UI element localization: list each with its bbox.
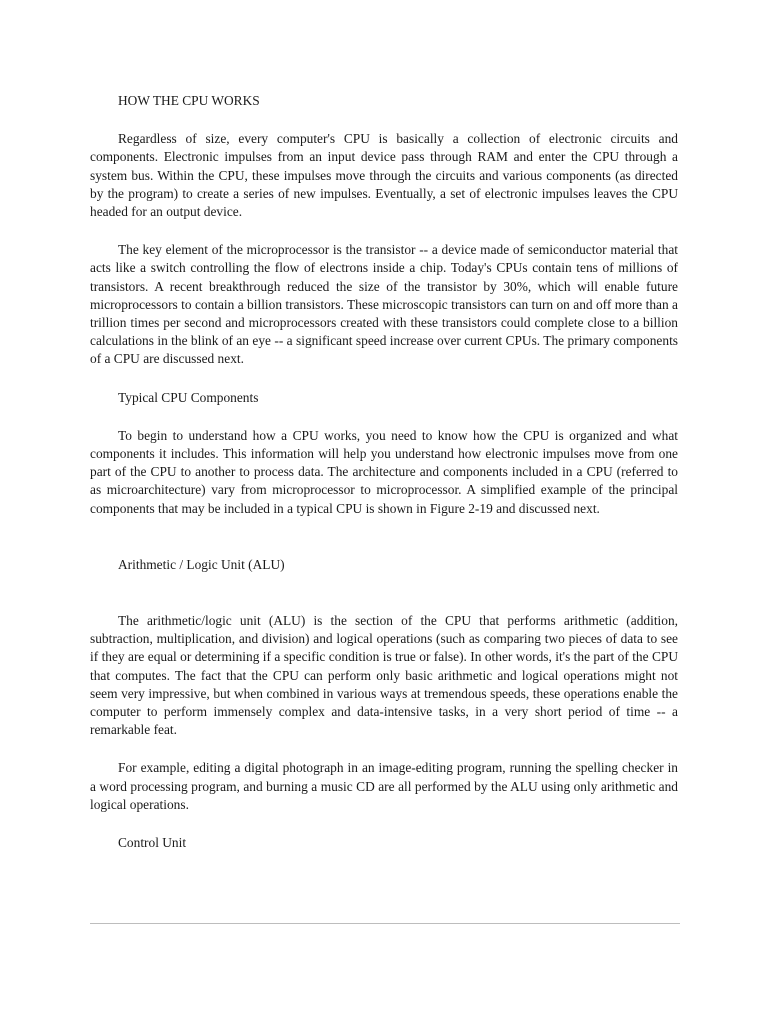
section-heading-control-unit: Control Unit — [118, 835, 187, 851]
footer-divider — [90, 923, 680, 924]
paragraph-transistor: The key element of the microprocessor is the transistor -- a device made of semiconductor material that acts like a switch controlling the flow of electrons inside a chip. Today's CPUs contain tens of millions of transistors. A recent breakthrough reduced the size of the transistor by 30%, which will enable future microprocessors to contain a billion transistors. These microscopic transistors can turn on and off more than a trillion times per second and microprocessors created with these transistors could complete close to a billion calculations in the blink of an eye -- a significant speed increase over current CPUs. The primary components of a CPU are discussed next. — [90, 242, 678, 367]
section-heading-alu: Arithmetic / Logic Unit (ALU) — [118, 556, 285, 572]
paragraph-cpu-organization: To begin to understand how a CPU works, you need to know how the CPU is organized and what components it includes. This information will help you understand how electronic impulses move from one part of the CPU to another to process data. The architecture and components included in a CPU (referred to as microarchitecture) vary from microprocessor to microprocessor. A simplified example of the principal components that may be included in a typical CPU is shown in Figure 2-19 and discussed next. — [90, 427, 678, 516]
section-heading-typical-cpu-components: Typical CPU Components — [118, 389, 259, 405]
paragraph-alu-definition: The arithmetic/logic unit (ALU) is the section of the CPU that performs arithmetic (addition, subtraction, multiplication, and division) and logical operations (such as comparing two pieces of data to see if they are equal or determining if a specific condition is true or false). In other words, it's the part of the CPU that computes. The fact that the CPU can perform only basic arithmetic and logical operations might not seem very impressive, but when combined in various ways at tremendous speeds, these operations enable the computer to perform immensely complex and data-intensive tasks, in a very short period of time -- a remarkable feat. — [90, 613, 678, 738]
paragraph-cpu-overview: Regardless of size, every computer's CPU is basically a collection of electronic circuits and components. Electronic impulses from an input device pass through RAM and enter the CPU through a system bus. Within the CPU, these impulses move through the circuits and various components (as directed by the program) to create a series of new impulses. Eventually, a set of electronic impulses leaves the CPU headed for an output device. — [90, 131, 678, 220]
paragraph-alu-examples: For example, editing a digital photograph in an image-editing program, running the spelling checker in a word processing program, and burning a music CD are all performed by the ALU using only arithmetic and logical operations. — [90, 760, 678, 812]
section-heading-how-the-cpu-works: HOW THE CPU WORKS — [118, 93, 260, 108]
document-page — [90, 92, 678, 852]
